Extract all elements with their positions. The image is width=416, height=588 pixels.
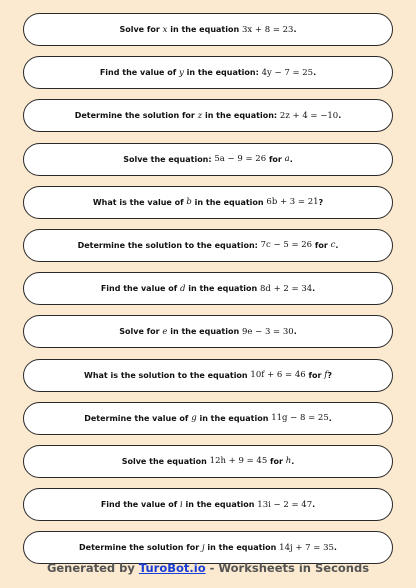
equation: 10f + 6 = 46 xyxy=(250,370,306,380)
equation: 9e − 3 = 30 xyxy=(241,326,294,337)
question-text: What is the solution to the equation xyxy=(84,370,248,380)
variable: f xyxy=(324,370,328,380)
equation: 4y − 7 = 25 xyxy=(261,67,314,78)
equation: 13i − 2 = 47 xyxy=(257,499,313,510)
question-card xyxy=(23,488,393,521)
variable: g xyxy=(191,413,197,424)
variable: i xyxy=(180,499,183,510)
question-text: Solve the equation: xyxy=(123,154,212,164)
question-card xyxy=(23,56,393,89)
punctuation: . xyxy=(291,456,295,466)
question-card xyxy=(23,272,393,305)
question-text: Solve for xyxy=(119,327,160,337)
footer xyxy=(0,561,416,575)
punctuation: ? xyxy=(318,197,324,207)
question-text: Determine the solution to the equation: xyxy=(77,240,258,250)
question-text: in the equation xyxy=(207,543,277,553)
question-text: Determine the solution for xyxy=(79,543,200,553)
question-card xyxy=(23,315,393,348)
question-card xyxy=(23,229,393,262)
question-text: Find the value of xyxy=(100,500,178,510)
punctuation: . xyxy=(338,111,342,121)
punctuation: . xyxy=(312,284,316,294)
variable: j xyxy=(201,542,205,553)
variable: d xyxy=(180,283,186,294)
equation: 2z + 4 = −10 xyxy=(279,110,339,121)
question-text: for xyxy=(308,370,322,380)
variable: h xyxy=(285,456,292,467)
question-card xyxy=(23,445,393,478)
question-text: Determine the value of xyxy=(84,413,189,423)
equation: 14j + 7 = 35 xyxy=(279,542,334,553)
equation: 3x + 8 = 23 xyxy=(241,24,294,35)
footer-prefix: Generated by xyxy=(46,561,135,575)
equation: 8d + 2 = 34 xyxy=(260,283,313,294)
question-text: in the equation xyxy=(170,25,240,34)
question-text: Find the value of xyxy=(99,68,177,78)
question-text: in the equation xyxy=(170,327,240,337)
equation: 6b + 3 = 21 xyxy=(266,197,319,208)
question-text: in the equation xyxy=(199,413,269,423)
question-text: for xyxy=(268,154,282,164)
variable: b xyxy=(186,197,192,208)
punctuation: . xyxy=(335,240,339,250)
equation: 5a − 9 = 26 xyxy=(214,154,267,165)
footer-suffix: - Worksheets in Seconds xyxy=(209,561,370,575)
punctuation: . xyxy=(293,25,297,34)
question-card xyxy=(23,402,393,435)
variable: x xyxy=(162,24,168,35)
question-card xyxy=(23,186,393,219)
question-text: in the equation xyxy=(185,500,255,510)
variable: a xyxy=(284,154,290,165)
question-text: Solve the equation xyxy=(121,456,207,466)
variable: z xyxy=(197,110,203,121)
question-text: in the equation: xyxy=(204,111,278,121)
equation: 7c − 5 = 26 xyxy=(260,240,313,251)
punctuation: . xyxy=(313,68,317,78)
question-card xyxy=(23,99,393,132)
variable: c xyxy=(330,240,336,251)
question-text: in the equation: xyxy=(186,68,259,78)
question-text: Solve for xyxy=(119,25,160,34)
punctuation: . xyxy=(293,327,297,337)
punctuation: . xyxy=(333,543,337,553)
question-text: for xyxy=(314,240,328,250)
question-text: Find the value of xyxy=(100,284,178,294)
question-card xyxy=(23,13,393,46)
punctuation: . xyxy=(328,413,332,423)
turobot-link[interactable]: TuroBot.io xyxy=(138,561,206,575)
equation: 11g − 8 = 25 xyxy=(271,413,329,424)
question-list xyxy=(23,13,393,574)
question-card xyxy=(23,531,393,564)
question-text: for xyxy=(270,456,283,466)
question-card xyxy=(23,143,393,176)
punctuation: ? xyxy=(327,370,332,380)
question-text: Determine the solution for xyxy=(74,111,195,121)
equation: 12h + 9 = 45 xyxy=(209,456,268,467)
question-text: What is the value of xyxy=(92,197,184,207)
question-text: in the equation xyxy=(194,197,264,207)
question-text: in the equation xyxy=(188,284,258,294)
punctuation: . xyxy=(289,154,293,164)
question-card xyxy=(23,359,393,392)
variable: y xyxy=(179,67,184,78)
punctuation: . xyxy=(312,500,316,510)
variable: e xyxy=(162,326,168,337)
